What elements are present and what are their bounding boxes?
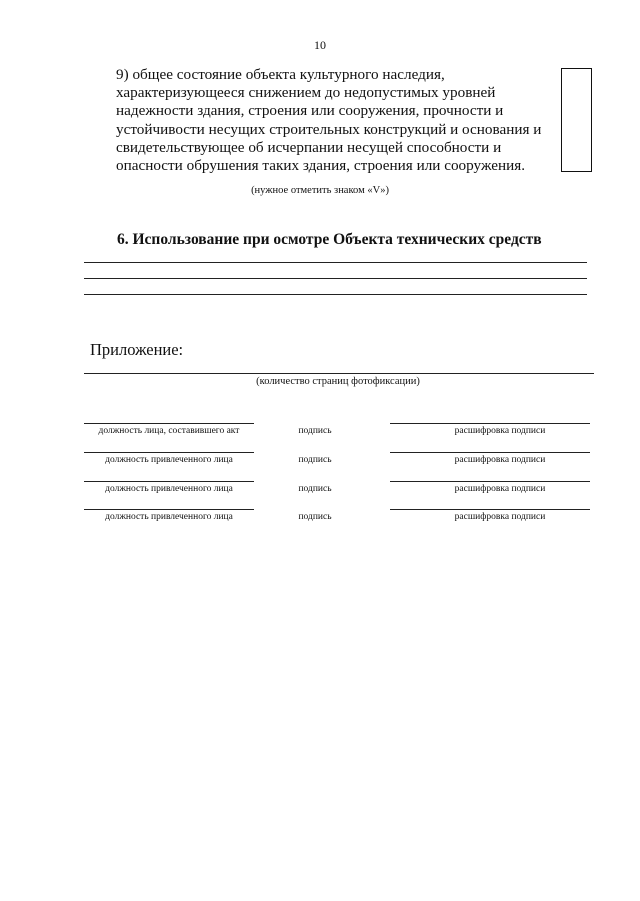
item-9-line: характеризующееся снижением до недопустимых уровней	[116, 84, 496, 102]
decoding-caption: расшифровка подписи	[454, 426, 546, 436]
position-line[interactable]	[84, 452, 254, 453]
decoding-line[interactable]	[390, 509, 590, 510]
section-6-fill-line[interactable]	[84, 262, 587, 263]
item-9-checkbox[interactable]	[561, 68, 592, 172]
decoding-line[interactable]	[390, 481, 590, 482]
section-6-fill-line[interactable]	[84, 294, 587, 295]
signature-caption: подпись	[298, 426, 332, 436]
position-line[interactable]	[84, 509, 254, 510]
decoding-caption: расшифровка подписи	[454, 484, 546, 494]
section-6-title: 6. Использование при осмотре Объекта технических средств	[117, 231, 542, 248]
appendix-label: Приложение:	[90, 340, 184, 359]
mark-note: (нужное отметить знаком «V»)	[251, 185, 389, 196]
position-caption: должность привлеченного лица	[105, 512, 233, 522]
signature-caption: подпись	[298, 512, 332, 522]
signature-row	[0, 423, 640, 439]
signature-row	[0, 452, 640, 468]
position-caption: должность лица, составившего акт	[98, 426, 240, 436]
signature-caption: подпись	[298, 484, 332, 494]
item-9-line: устойчивости несущих строительных конструкций и основания и	[116, 120, 542, 138]
decoding-caption: расшифровка подписи	[454, 512, 546, 522]
decoding-line[interactable]	[390, 423, 590, 424]
item-9-line: опасности обрушения таких здания, строения или сооружения.	[116, 157, 526, 175]
signature-caption: подпись	[298, 455, 332, 465]
item-9-line: 9) общее состояние объекта культурного наследия,	[116, 66, 445, 83]
signature-row	[0, 509, 640, 525]
decoding-caption: расшифровка подписи	[454, 455, 546, 465]
decoding-line[interactable]	[390, 452, 590, 453]
page-number: 10	[314, 38, 326, 52]
signature-row	[0, 481, 640, 497]
item-9-line: свидетельствующее об исчерпании несущей способности и	[116, 138, 502, 156]
position-caption: должность привлеченного лица	[105, 484, 233, 494]
item-9-line: надежности здания, строения или сооружения, прочности и	[116, 102, 504, 120]
item-9-paragraph	[116, 66, 546, 175]
section-6-fill-line[interactable]	[84, 278, 587, 279]
position-line[interactable]	[84, 423, 254, 424]
position-line[interactable]	[84, 481, 254, 482]
appendix-fill-line[interactable]	[84, 373, 594, 374]
appendix-caption: (количество страниц фотофиксации)	[256, 376, 420, 387]
position-caption: должность привлеченного лица	[105, 455, 233, 465]
